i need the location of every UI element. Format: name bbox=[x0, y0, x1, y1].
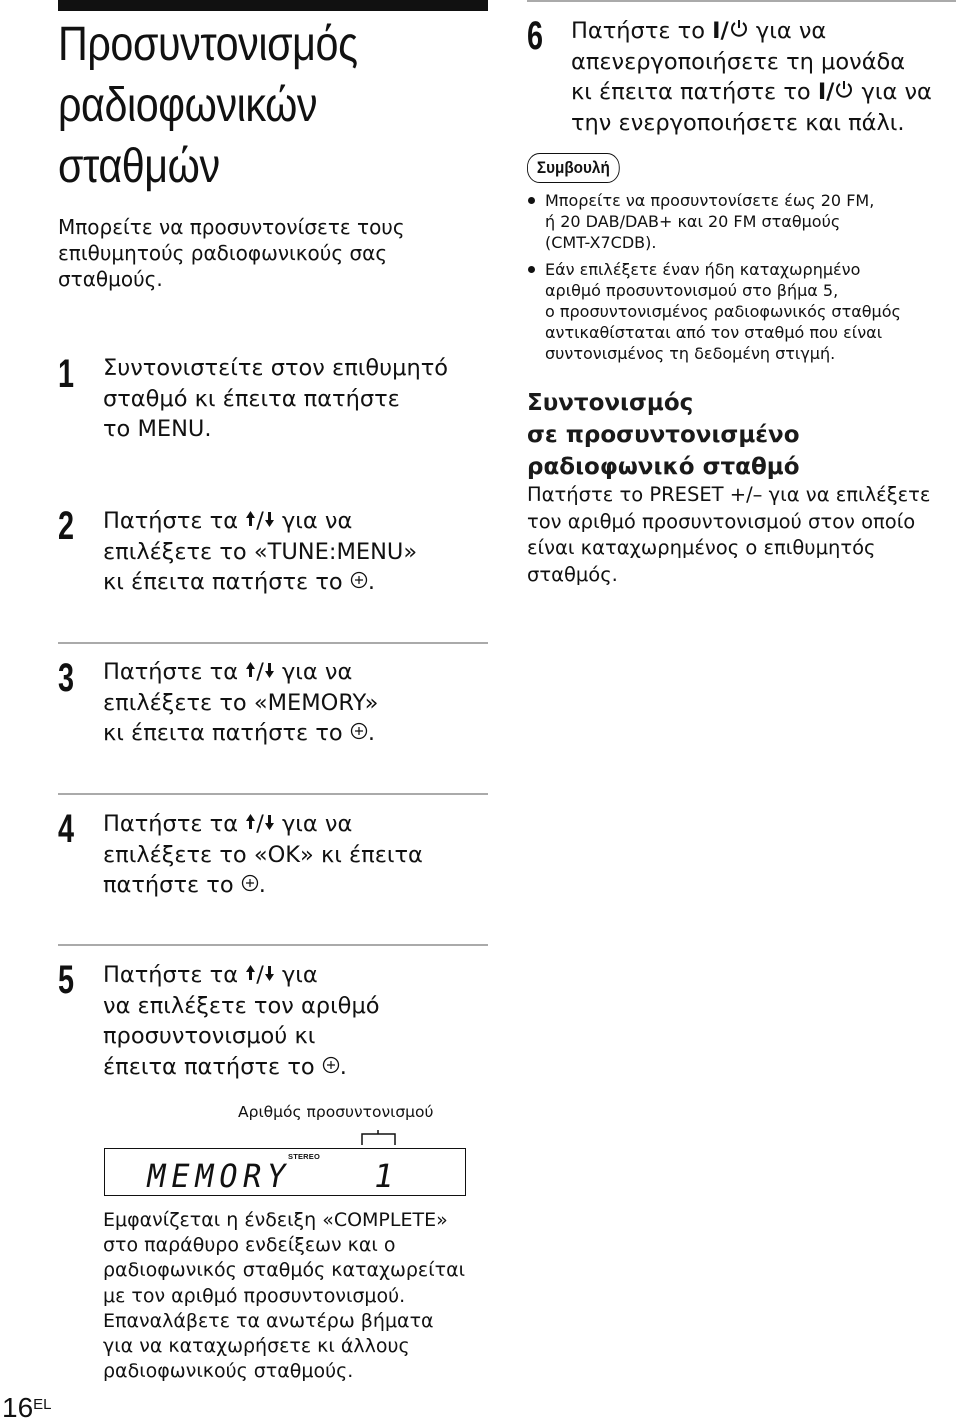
heading-line: σε προσυντονισμένο bbox=[527, 422, 800, 448]
page-number bbox=[2, 1392, 52, 1424]
up-arrow-icon bbox=[245, 661, 256, 679]
step-line: Συντονιστείτε στον επιθυμητό bbox=[103, 355, 449, 381]
down-arrow-icon bbox=[264, 813, 275, 831]
tip-item bbox=[527, 259, 947, 364]
tip-line: αριθμό προσυντονισμού στο βήμα 5, bbox=[545, 281, 839, 300]
result-line: στο παράθυρο ενδείξεων και ο bbox=[103, 1234, 396, 1257]
step-line bbox=[103, 567, 417, 598]
body-line: σταθμός. bbox=[527, 562, 618, 586]
body-line: τον αριθμό προσυντονισμού στον οποίο bbox=[527, 509, 916, 533]
tip-line: ή 20 DAB/DAB+ και 20 FM σταθμούς bbox=[545, 212, 841, 231]
section-divider bbox=[58, 944, 488, 946]
step-text: κι έπειτα πατήστε το bbox=[571, 79, 818, 105]
intro-text bbox=[58, 214, 438, 292]
tips-list bbox=[527, 190, 947, 364]
tip-badge: Συμβουλή bbox=[527, 153, 620, 183]
tip-line: συντονισμένος τη δεδομένη στιγμή. bbox=[545, 344, 836, 363]
tip-line: ο προσυντονισμένος ραδιοφωνικός σταθμός bbox=[545, 302, 901, 321]
top-rule-right bbox=[527, 0, 956, 2]
enter-button-icon bbox=[350, 571, 368, 589]
step-text: για να bbox=[854, 79, 932, 105]
title-line: ραδιοφωνικών bbox=[58, 79, 318, 132]
step-text: . bbox=[258, 872, 266, 898]
up-arrow-icon bbox=[245, 964, 256, 982]
step-text: κι έπειτα πατήστε το bbox=[103, 569, 350, 595]
title-line: Προσυντονισμός bbox=[58, 18, 358, 71]
power-label: I/ bbox=[712, 18, 729, 44]
down-arrow-icon bbox=[264, 964, 275, 982]
step-line bbox=[103, 960, 380, 991]
tip-item bbox=[527, 190, 947, 253]
tip-line: Μπορείτε να προσυντονίσετε έως 20 FM, bbox=[545, 191, 875, 210]
body-line: είναι καταχωρημένος ο επιθυμητός bbox=[527, 536, 876, 559]
step-line bbox=[103, 1052, 380, 1083]
up-arrow-icon bbox=[245, 813, 256, 831]
step-line bbox=[103, 809, 423, 840]
bullet-icon bbox=[528, 197, 535, 204]
intro-line: επιθυμητούς ραδιοφωνικούς σας bbox=[58, 241, 388, 265]
step-text: για bbox=[274, 962, 318, 988]
step-4-text bbox=[103, 809, 423, 901]
result-line: με τον αριθμό προσυντονισμού. bbox=[103, 1284, 406, 1307]
subsection-body bbox=[527, 482, 947, 588]
step-3-text bbox=[103, 657, 378, 749]
power-icon bbox=[834, 79, 854, 99]
step-line bbox=[571, 77, 932, 108]
heading-line: ραδιοφωνικό σταθμό bbox=[527, 454, 800, 480]
step-text: έπειτα πατήστε το bbox=[103, 1053, 322, 1080]
step-number: 4 bbox=[58, 807, 75, 851]
power-label: I/ bbox=[817, 79, 835, 105]
subsection-heading bbox=[527, 387, 947, 483]
section-divider bbox=[58, 642, 488, 644]
step-number: 1 bbox=[58, 352, 75, 396]
page-title bbox=[58, 14, 428, 197]
step-6-text bbox=[571, 16, 932, 138]
step-text: για να bbox=[274, 508, 353, 534]
page-language: EL bbox=[33, 1396, 52, 1413]
top-rule bbox=[58, 0, 488, 11]
result-line: ραδιοφωνικούς σταθμούς. bbox=[103, 1360, 354, 1383]
step-line bbox=[103, 718, 378, 749]
step-text: για να bbox=[274, 811, 353, 837]
stereo-indicator: STEREO bbox=[288, 1152, 321, 1161]
slash-text: / bbox=[256, 962, 264, 988]
slash-text: / bbox=[256, 659, 264, 685]
step-line: επιλέξετε το «OK» κι έπειτα bbox=[103, 841, 423, 868]
step-1-text bbox=[103, 353, 448, 445]
tip-line: αντικαθίσταται από τον σταθμό που είναι bbox=[545, 323, 883, 342]
heading-line: Συντονισμός bbox=[527, 390, 694, 416]
result-line: Εμφανίζεται η ένδειξη «COMPLETE» bbox=[103, 1209, 448, 1231]
step-text: Πατήστε τα bbox=[103, 811, 246, 837]
down-arrow-icon bbox=[264, 661, 275, 679]
step-text: . bbox=[367, 720, 375, 746]
slash-text: / bbox=[256, 508, 264, 534]
step-text: για να bbox=[748, 18, 827, 44]
step-text: κι έπειτα πατήστε το bbox=[103, 720, 350, 746]
slash-text: / bbox=[256, 811, 264, 837]
section-divider bbox=[58, 793, 488, 795]
step-number: 6 bbox=[527, 14, 544, 58]
result-text bbox=[103, 1208, 503, 1384]
step-line: προσυντονισμού κι bbox=[103, 1023, 316, 1049]
enter-button-icon bbox=[241, 874, 259, 892]
step-line: την ενεργοποιήσετε και πάλι. bbox=[571, 109, 905, 136]
step-line: να επιλέξετε τον αριθμό bbox=[103, 992, 380, 1019]
step-line bbox=[103, 506, 417, 537]
step-line: επιλέξετε το «MEMORY» bbox=[103, 689, 379, 716]
page-number-value: 16 bbox=[2, 1392, 34, 1423]
tip-line: (CMT-X7CDB). bbox=[545, 233, 657, 252]
enter-button-icon bbox=[350, 722, 368, 740]
up-arrow-icon bbox=[245, 510, 256, 528]
intro-line: Μπορείτε να προσυντονίσετε τους bbox=[58, 215, 405, 239]
step-number: 2 bbox=[58, 504, 75, 548]
display-caption: Αριθμός προσυντονισμού bbox=[238, 1103, 434, 1121]
result-line: Επαναλάβετε τα ανωτέρω βήματα bbox=[103, 1309, 434, 1332]
step-text: για να bbox=[274, 659, 353, 685]
down-arrow-icon bbox=[264, 510, 275, 528]
step-text: Πατήστε τα bbox=[103, 508, 246, 534]
step-line bbox=[571, 16, 932, 47]
power-icon bbox=[729, 18, 749, 38]
result-line: για να καταχωρήσετε κι άλλους bbox=[103, 1335, 410, 1358]
step-line: σταθμό κι έπειτα πατήστε bbox=[103, 385, 400, 412]
body-line: Πατήστε το PRESET +/– για να επιλέξετε bbox=[527, 483, 931, 506]
step-number: 3 bbox=[58, 656, 75, 700]
step-text: Πατήστε τα bbox=[103, 659, 246, 685]
result-line: ραδιοφωνικός σταθμός καταχωρείται bbox=[103, 1259, 466, 1282]
enter-button-icon bbox=[322, 1056, 340, 1074]
step-5-text bbox=[103, 960, 380, 1082]
intro-line: σταθμούς. bbox=[58, 267, 163, 291]
step-2-text bbox=[103, 506, 417, 598]
caption-bracket bbox=[360, 1130, 398, 1146]
display-preset-number: 1 bbox=[370, 1157, 397, 1195]
display-text: MEMORY bbox=[143, 1157, 295, 1195]
step-line: το MENU. bbox=[103, 416, 212, 442]
tip-line: Εάν επιλέξετε έναν ήδη καταχωρημένο bbox=[545, 260, 861, 279]
bullet-icon bbox=[528, 266, 535, 273]
step-text: . bbox=[367, 569, 375, 595]
step-text: πατήστε το bbox=[103, 872, 241, 898]
step-line bbox=[103, 657, 378, 688]
step-text: Πατήστε τα bbox=[103, 962, 246, 988]
step-text: . bbox=[339, 1053, 347, 1080]
step-line: επιλέξετε το «TUNE:MENU» bbox=[103, 538, 418, 565]
step-text: Πατήστε το bbox=[571, 18, 713, 44]
title-line: σταθμών bbox=[58, 140, 220, 193]
step-number: 5 bbox=[58, 958, 75, 1002]
step-line bbox=[103, 870, 423, 901]
step-line: απενεργοποιήσετε τη μονάδα bbox=[571, 48, 906, 75]
